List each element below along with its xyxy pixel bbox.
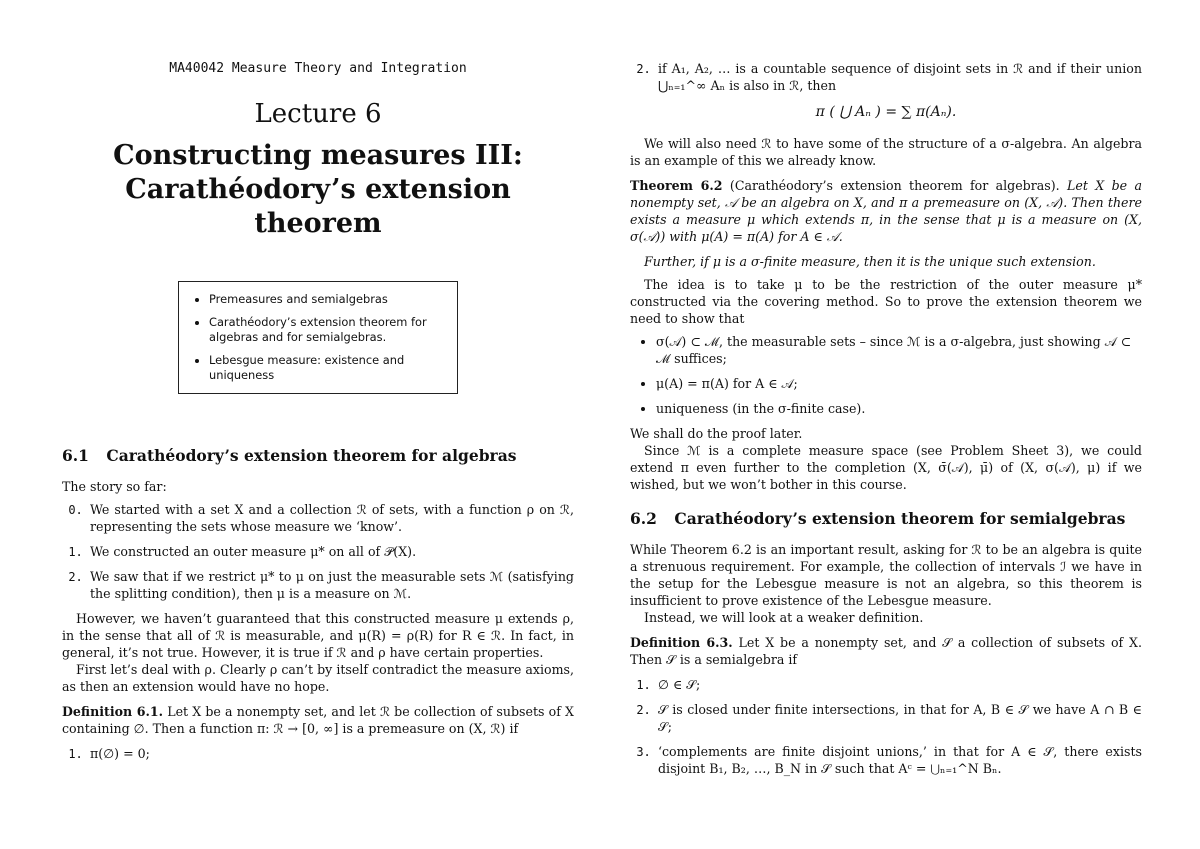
definition-6-3 — [630, 634, 1142, 668]
lecture-number: Lecture 6 — [254, 99, 382, 129]
also-paragraph: We will also need ℛ to have some of the structure of a σ-algebra. An algebra is an example of this we already know. — [630, 136, 1142, 168]
definition-label: Definition 6.3. — [630, 635, 733, 650]
definition-6-1 — [62, 703, 574, 737]
semialgebra-condition: 3. ‘complements are finite disjoint unions,’ in that for A ∈ 𝒮, there exists disjoint B₁, B₂, …, B_N in 𝒮 such that Aᶜ = ⋃ₙ₌₁^N Bₙ. — [658, 743, 1142, 777]
left-column — [62, 60, 574, 770]
proof-step: • uniqueness (in the σ-finite case). — [656, 400, 1142, 417]
story-paragraph: The story so far: — [62, 479, 167, 494]
idea-paragraph: The idea is to take μ to be the restriction of the outer measure μ* constructed via the covering method. So to prove the extension theorem we need to show that — [630, 277, 1142, 326]
theorem-further: Further, if μ is a σ-finite measure, then it is the unique such extension. — [644, 254, 1096, 269]
section-title: Carathéodory’s extension theorem for algebras — [106, 446, 517, 465]
semialgebra-condition: 1. ∅ ∈ 𝒮; — [658, 676, 1142, 693]
story-list — [62, 501, 574, 602]
section-number: 6.1 — [62, 446, 89, 465]
section-title: Carathéodory’s extension theorem for semialgebras — [674, 509, 1126, 528]
theorem-text: Let X be a nonempty set, 𝒜 be an algebra on X, and π a premeasure on (X, 𝒜). Then there exists a measure μ which extends π, in the sense that μ is a measure on (X, σ(𝒜)) with μ(A) = π(A) for A ∈ 𝒜. — [630, 178, 1142, 244]
section-heading — [630, 509, 1142, 529]
right-column — [630, 60, 1142, 785]
theorem-label: Theorem 6.2 — [630, 178, 723, 193]
lecture-title-line-2: Carathéodory’s extension theorem — [125, 174, 511, 239]
story-item: 2. We saw that if we restrict μ* to μ on just the measurable sets ℳ (satisfying the splitting condition), then μ is a measure on ℳ. — [90, 568, 574, 602]
summary-box — [178, 281, 458, 394]
summary-item: • Carathéodory’s extension theorem for algebras and for semialgebras. — [209, 315, 445, 345]
premeasure-condition: 1. π(∅) = 0; — [90, 745, 574, 762]
lecture-title-line-1: Constructing measures III: — [113, 140, 523, 171]
definition-text: Let X be a nonempty set, and let ℛ be collection of subsets of X containing ∅. Then a function π: ℛ → [0, ∞] is a premeasure on (X, ℛ) if — [62, 704, 574, 736]
lecture-title — [62, 139, 574, 241]
section-heading — [62, 446, 574, 466]
proof-step: • μ(A) = π(A) for A ∈ 𝒜; — [656, 375, 1142, 392]
definition-label: Definition 6.1. — [62, 704, 164, 719]
proof-step: • σ(𝒜) ⊂ ℳ, the measurable sets – since ℳ is a σ-algebra, just showing 𝒜 ⊂ ℳ suffices; — [656, 333, 1142, 367]
semialgebra-conditions — [630, 676, 1142, 777]
section-number: 6.2 — [630, 509, 657, 528]
course-title: MA40042 Measure Theory and Integration — [169, 61, 467, 76]
theorem-6-2 — [630, 177, 1142, 245]
countable-additivity-equation: π ( ⋃ Aₙ ) = ∑ π(Aₙ). — [815, 104, 957, 120]
first-paragraph: First let’s deal with ρ. Clearly ρ can’t by itself contradict the measure axioms, as then an extension would have no hope. — [62, 662, 574, 694]
premeasure-conditions — [62, 745, 574, 762]
summary-item: • Lebesgue measure: existence and uniqueness — [209, 353, 445, 383]
definition-text: Let X be a nonempty set, and 𝒮 a collection of subsets of X. Then 𝒮 is a semialgebra if — [630, 635, 1142, 667]
however-paragraph: However, we haven’t guaranteed that this constructed measure μ extends ρ, in the sense that all of ℛ is measurable, and μ(R) = ρ(R) for R ∈ ℛ. In fact, in general, it’s not true. However, it is true if ℛ and ρ have certain properties. — [62, 611, 574, 660]
story-item: 1. We constructed an outer measure μ* on all of 𝒫(X). — [90, 543, 574, 560]
semialgebra-condition: 2. 𝒮 is closed under finite intersections, in that for A, B ∈ 𝒮 we have A ∩ B ∈ 𝒮; — [658, 701, 1142, 735]
theorem-name: (Carathéodory’s extension theorem for algebras). — [729, 178, 1060, 193]
summary-item: • Premeasures and semialgebras — [209, 292, 445, 307]
while-paragraph: While Theorem 6.2 is an important result, asking for ℛ to be an algebra is quite a strenuous requirement. For example, the collection of intervals ℐ we have in the setup for the Lebesgue measure is not an algebra, so this theorem is insufficient to prove existence of the Lebesgue measure. — [630, 542, 1142, 608]
premeasure-condition: 2. if A₁, A₂, … is a countable sequence of disjoint sets in ℛ and if their union ⋃ₙ₌₁^∞ Aₙ is also in ℛ, then — [658, 60, 1142, 94]
premeasure-conditions-continued — [630, 60, 1142, 94]
proof-steps-list — [630, 333, 1142, 417]
instead-paragraph: Instead, we will look at a weaker definition. — [644, 610, 924, 625]
story-item: 0. We started with a set X and a collection ℛ of sets, with a function ρ on ℛ, representing the sets whose measure we ‘know’. — [90, 501, 574, 535]
since-paragraph: Since ℳ is a complete measure space (see Problem Sheet 3), we could extend π even further to the completion (X, σ̄(𝒜), μ̄) of (X, σ(𝒜), μ) if we wished, but we won’t bother in this course. — [630, 443, 1142, 492]
later-paragraph: We shall do the proof later. — [630, 426, 803, 441]
